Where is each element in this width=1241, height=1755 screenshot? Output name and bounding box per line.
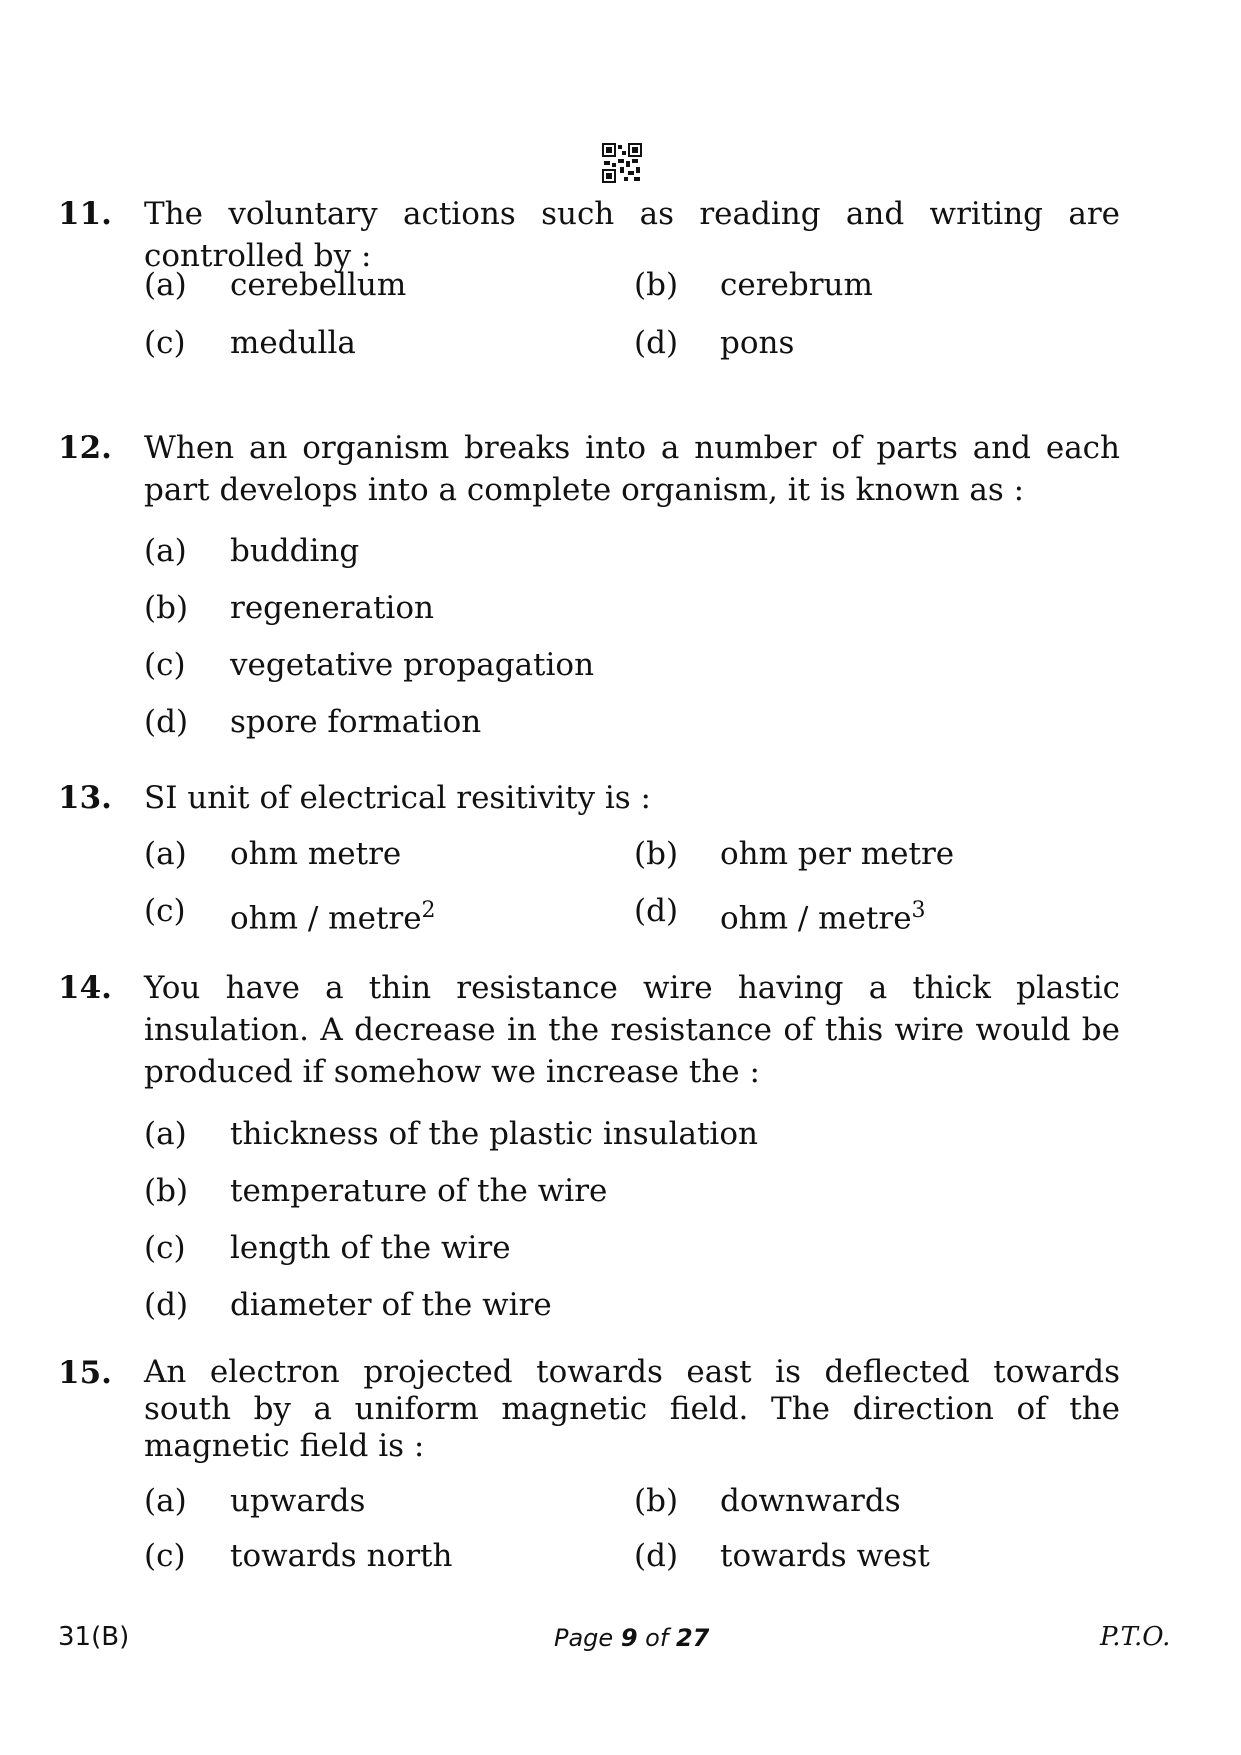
option-text: length of the wire [230, 1230, 511, 1266]
option-text: towards west [720, 1538, 930, 1574]
option-text: ohm metre [230, 836, 402, 872]
option-label: (a) [144, 1116, 187, 1152]
option-label: (b) [634, 1483, 679, 1519]
option-text: medulla [230, 325, 356, 361]
page-current: 9 [620, 1624, 638, 1652]
page-total: 27 [675, 1624, 710, 1652]
option-superscript: 3 [911, 898, 926, 923]
option-label: (c) [144, 893, 186, 929]
option-label: (d) [634, 325, 679, 361]
option-text: towards north [230, 1538, 453, 1574]
question-number: 13. [58, 780, 112, 816]
option-text: upwards [230, 1483, 366, 1519]
question-text: When an organism breaks into a number of parts and each part develops into a complete organism, it is known as : [144, 430, 1120, 508]
question-text: An electron projected towards east is deflected towards south by a uniform magnetic field. The direction of the magnetic field is : [144, 1354, 1120, 1464]
option-text-main: ohm / metre [230, 900, 422, 937]
option-text [720, 890, 926, 939]
option-label: (d) [634, 893, 679, 929]
option-label: (b) [144, 590, 189, 626]
option-text: vegetative propagation [230, 647, 595, 683]
paper-code: 31(B) [58, 1622, 130, 1652]
option-text: regeneration [230, 590, 434, 626]
option-label: (c) [144, 1538, 186, 1574]
option-label: (a) [144, 836, 187, 872]
option-label: (b) [634, 267, 679, 303]
option-superscript: 2 [421, 898, 436, 923]
option-label: (d) [634, 1538, 679, 1574]
qr-code-icon [602, 143, 642, 183]
question-number: 11. [58, 196, 112, 232]
option-label: (c) [144, 325, 186, 361]
option-text: pons [720, 325, 795, 361]
question-text: The voluntary actions such as reading and writing are controlled by : [144, 196, 1120, 274]
option-text: diameter of the wire [230, 1287, 552, 1323]
page-of: of [645, 1624, 669, 1652]
option-label: (a) [144, 533, 187, 569]
option-text-main: ohm / metre [720, 900, 912, 937]
option-text: temperature of the wire [230, 1173, 608, 1209]
option-text: thickness of the plastic insulation [230, 1116, 758, 1152]
option-text: cerebellum [230, 267, 407, 303]
page-number [554, 1624, 709, 1652]
option-text: budding [230, 533, 360, 569]
page-prefix: Page [554, 1624, 614, 1652]
option-label: (d) [144, 704, 189, 740]
option-label: (a) [144, 1483, 187, 1519]
question-number: 12. [58, 430, 112, 466]
option-text: downwards [720, 1483, 901, 1519]
question-number: 15. [58, 1355, 112, 1391]
option-text: ohm per metre [720, 836, 955, 872]
option-text: spore formation [230, 704, 482, 740]
option-label: (b) [144, 1173, 189, 1209]
option-label: (c) [144, 1230, 186, 1266]
question-text: You have a thin resistance wire having a thick plastic insulation. A decrease in the resistance of this wire would be produced if somehow we increase the : [144, 970, 1120, 1090]
option-label: (c) [144, 647, 186, 683]
option-label: (d) [144, 1287, 189, 1323]
option-label: (a) [144, 267, 187, 303]
option-text [230, 890, 436, 939]
question-number: 14. [58, 970, 112, 1006]
option-text: cerebrum [720, 267, 873, 303]
pto-label: P.T.O. [1100, 1622, 1171, 1652]
option-label: (b) [634, 836, 679, 872]
question-text: SI unit of electrical resitivity is : [144, 780, 651, 816]
